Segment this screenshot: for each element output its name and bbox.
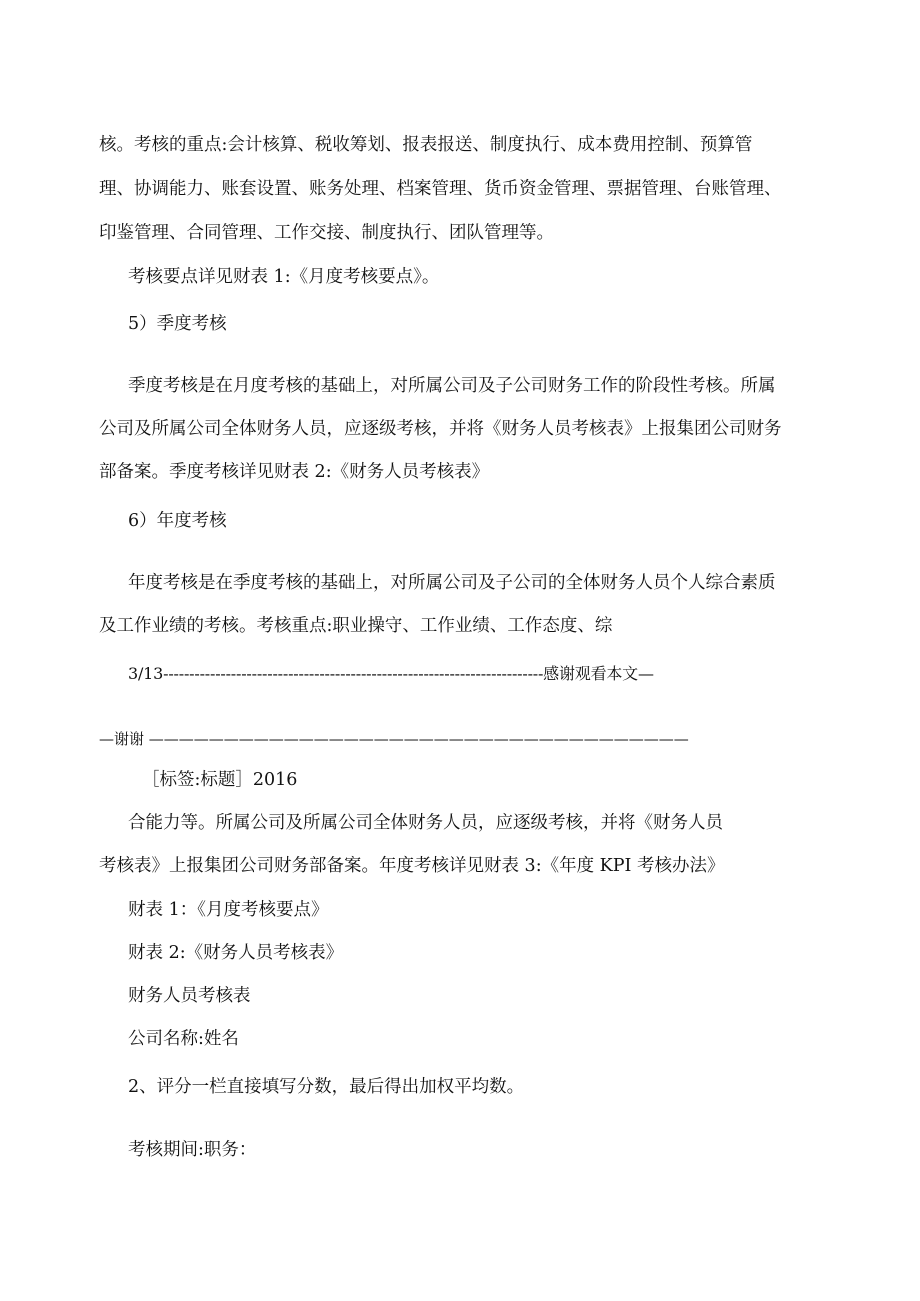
form-title: 财务人员考核表	[128, 986, 251, 1006]
form-field-label: 考核期间:职务：	[128, 1140, 257, 1160]
paragraph-line: 年度考核是在季度考核的基础上，对所属公司及子公司的全体财务人员个人综合素质	[128, 573, 776, 593]
paragraph-line: 理、协调能力、账套设置、账务处理、档案管理、货币资金管理、票据管理、台账管理、	[99, 179, 782, 199]
paragraph-line: 考核要点详见财表 1:《月度考核要点》。	[128, 267, 440, 287]
paragraph-line: 季度考核是在月度考核的基础上，对所属公司及子公司财务工作的阶段性考核。所属	[128, 376, 776, 396]
section-heading: 6）年度考核	[128, 511, 227, 531]
paragraph-line: 部备案。季度考核详见财表 2:《财务人员考核表》	[99, 462, 490, 482]
paragraph-line: 合能力等。所属公司及所属公司全体财务人员，应逐级考核，并将《财务人员	[128, 813, 723, 833]
attachment-title: 财表 1：《月度考核要点》	[128, 900, 329, 920]
page-footer-line: —谢谢 ————————————————————————————————————	[99, 730, 689, 748]
paragraph-line: 核。考核的重点:会计核算、税收筹划、报表报送、制度执行、成本费用控制、预算管	[99, 135, 753, 155]
form-note: 2、评分一栏直接填写分数，最后得出加权平均数。	[128, 1077, 525, 1097]
section-heading: 5）季度考核	[128, 314, 227, 334]
paragraph-line: 印鉴管理、合同管理、工作交接、制度执行、团队管理等。	[99, 223, 554, 243]
paragraph-line: 考核表》上报集团公司财务部备案。年度考核详见财表 3:《年度 KPI 考核办法》	[99, 856, 725, 876]
paragraph-line: 及工作业绩的考核。考核重点:职业操守、工作业绩、工作态度、综	[99, 616, 613, 636]
tag-line: ［标签:标题］2016	[142, 770, 298, 790]
attachment-title: 财表 2:《财务人员考核表》	[128, 943, 344, 963]
page-footer-line: 3/13-------------------------------------------------------------------------感谢观看本文—	[128, 664, 654, 683]
form-field-label: 公司名称:姓名	[128, 1029, 239, 1049]
paragraph-line: 公司及所属公司全体财务人员，应逐级考核，并将《财务人员考核表》上报集团公司财务	[99, 419, 782, 439]
